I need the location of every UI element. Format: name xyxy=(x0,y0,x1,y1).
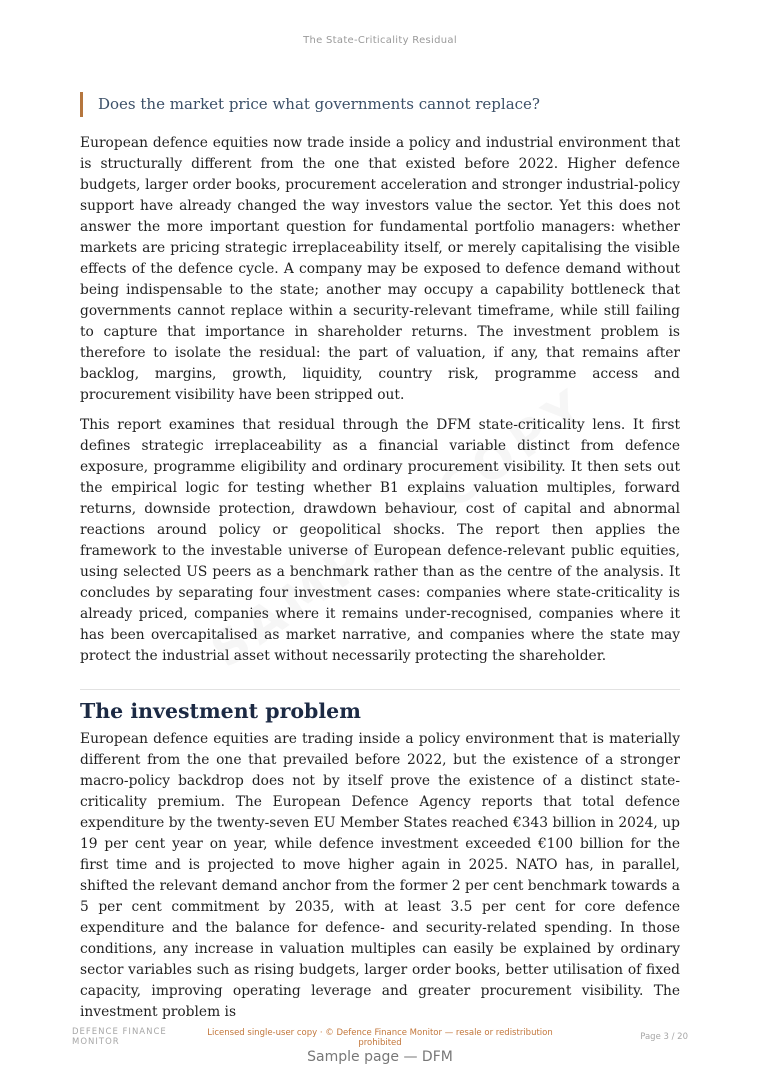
sample-label: Sample page — DFM xyxy=(307,1049,453,1065)
footer-page-number: Page 3 / 20 xyxy=(640,1032,688,1042)
footer-brand: DEFENCE FINANCE MONITOR xyxy=(72,1027,167,1047)
section-divider xyxy=(80,689,680,690)
section-paragraph-1: European defence equities are trading inside a policy environment that is materially different from the one that prevailed before 2022, but the existence of a stronger macro-policy backdrop does not by itself prove the existence of a distinct state-criticality premium. The European Defence Agency reports that total defence expenditure by the twenty-seven EU Member States reached €343 billion in 2024, up 19 per cent year on year, while defence investment exceeded €100 billion for the first time and is projected to move higher again in 2025. NATO has, in parallel, shifted the relevant demand anchor from the former 2 per cent benchmark towards a 5 per cent commitment by 2035, with at least 3.5 per cent for core defence expenditure and the balance for defence- and security-related spending. In those conditions, any increase in valuation multiples can easily be explained by ordinary sector variables such as rising budgets, larger order books, better utilisation of fixed capacity, improving operating leverage and greater procurement visibility. The investment problem is xyxy=(80,731,680,1020)
section-heading: The investment problem xyxy=(80,699,361,723)
pull-question: Does the market price what governments cannot replace? xyxy=(80,92,680,117)
intro-paragraph-2: This report examines that residual through the DFM state-criticality lens. It first defines strategic irreplaceability as a financial variable distinct from defence exposure, programme eligibility and ordinary procurement visibility. It then sets out the empirical logic for testing whether B1 explains valuation multiples, forward returns, downside protection, drawdown behaviour, cost of capital and abnormal reactions around policy or geopolitical shocks. The report then applies the framework to the investable universe of European defence-relevant public equities, using selected US peers as a benchmark rather than as the centre of the analysis. It concludes by separating four investment cases: companies where state-criticality is already priced, companies where it remains under-recognised, companies where it has been overcapitalised as market narrative, and companies where the state may protect the industrial asset without necessarily protecting the shareholder. xyxy=(80,417,680,664)
intro-paragraph-1: European defence equities now trade inside a policy and industrial environment that is structurally different from the one that existed before 2022. Higher defence budgets, larger order books, procurement acceleration and stronger industrial-policy support have already changed the way investors value the sector. Yet this does not answer the more important question for fundamental portfolio managers: whether markets are pricing strategic irreplaceability itself, or merely capitalising the visible effects of the defence cycle. A company may be exposed to defence demand without being indispensable to the state; another may occupy a capability bottleneck that governments cannot replace within a security-relevant timeframe, while still failing to capture that importance in shareholder returns. The investment problem is therefore to isolate the residual: the part of valuation, if any, that remains after backlog, margins, growth, liquidity, country risk, programme access and procurement visibility have been stripped out. xyxy=(80,135,680,403)
page-content xyxy=(80,92,680,1032)
running-header: The State-Criticality Residual xyxy=(303,35,457,46)
footer-license: Licensed single-user copy · © Defence Finance Monitor — resale or redistribution prohibited xyxy=(207,1028,553,1048)
